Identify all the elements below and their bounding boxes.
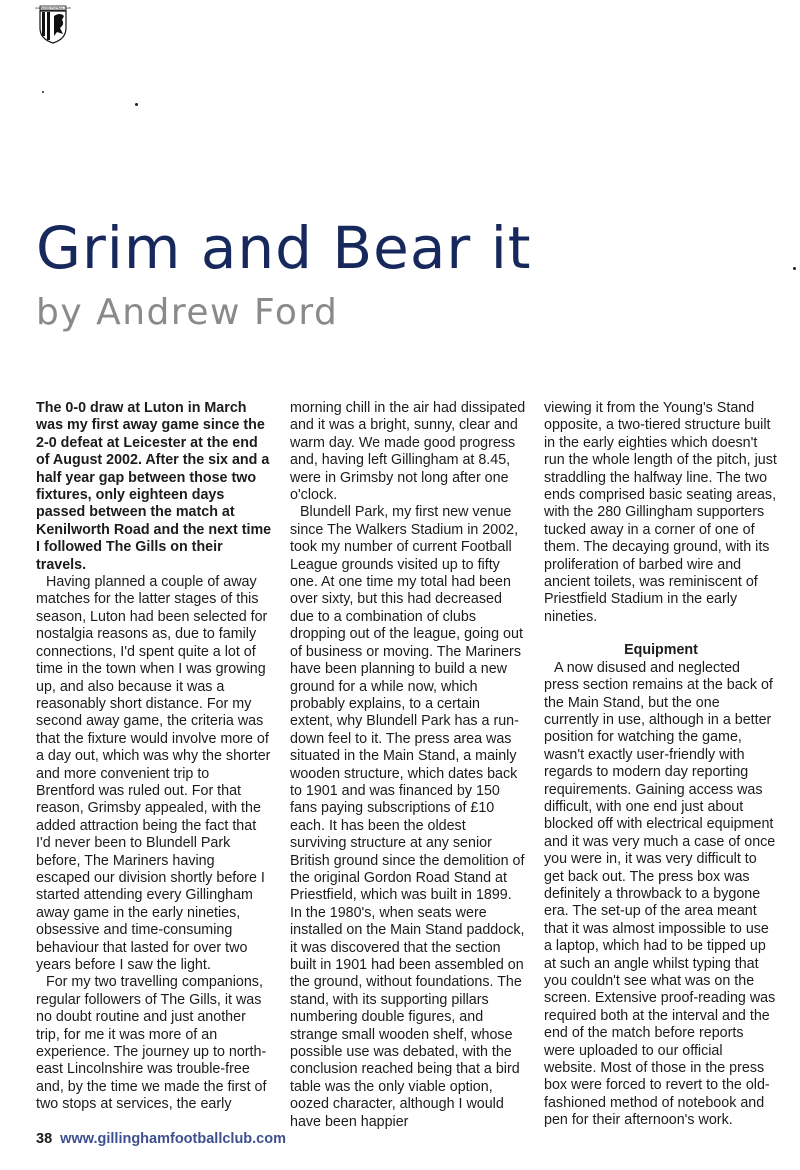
scan-speck <box>793 267 796 270</box>
article-byline: by Andrew Ford <box>36 292 339 333</box>
section-heading-equipment: Equipment <box>624 642 698 659</box>
article-paragraph: A now disused and neglected press section remains at the back of the Main Stand, but the one currently in use, although in a better position for watching the game, wasn't exactly user-friendly with regards to modern day reporting requirements. Gaining access was difficult, with one end just about blocked off with electrical equipment and it was very much a case of once you were in, it was very difficult to get back out. The press box was definitely a throwback to a bygone era. The set-up of the area meant that it was almost impossible to use a laptop, which had to be tipped up at such an angle whilst typing that you couldn't see what was on the screen. Extensive proof-reading was required both at the interval and the end of the match before reports were uploaded to our official website. Most of those in the press box were forced to revert to the old-fashioned method of notebook and pen for their afternoon's work. <box>544 659 776 1129</box>
article-paragraph: viewing it from the Young's Stand opposite, a two-tiered structure built in the early eighties which doesn't run the whole length of the pitch, just straddling the halfway line. The two ends comprised basic seating areas, with the 280 Gillingham supporters tucked away in a corner of one of them. The decaying ground, with its proliferation of barbed wire and ancient toilets, was reminiscent of Priestfield Stadium in the early nineties. <box>544 400 777 625</box>
article-title: Grim and Bear it <box>36 214 532 282</box>
article-paragraph: morning chill in the air had dissipated and it was a bright, sunny, clear and warm day. We made good progress and, having left Gillingham at 8.45, were in Grimsby not long after one o'clock. <box>290 400 526 504</box>
gillingham-fc-crest-icon <box>35 6 71 44</box>
club-website-link[interactable]: www.gillinghamfootballclub.com <box>60 1131 286 1147</box>
article-paragraph: Having planned a couple of away matches for the latter stages of this season, Luton had been selected for nostalgia reasons as, due to family connections, I'd spent quite a lot of time in the town when I was growing up, and also because it was a reasonably short distance. For my second away game, the criteria was that the fixture would involve more of a day out, which was why the shorter and more convenient trip to Brentford was ruled out. For that reason, Grimsby appealed, with the added attraction being the fact that I'd never been to Blundell Park before, The Mariners having escaped our division shortly before I started attending every Gillingham away game in the early nineties, obsessive and time-consuming behaviour that lasted for over two years before I saw the light. <box>36 574 271 973</box>
article-paragraph: Blundell Park, my first new venue since The Walkers Stadium in 2002, took my number of current Football League grounds visited up to fifty one. At one time my total had been over sixty, but this had decreased due to a combination of clubs dropping out of the league, going out of business or moving. The Mariners have been planning to build a new ground for a while now, which probably explains, to a certain extent, why Blundell Park has a run-down feel to it. The press area was situated in the Main Stand, a mainly wooden structure, which dates back to 1901 and was financed by 150 fans paying subscriptions of £10 each. It has been the oldest surviving structure at any senior British ground since the demolition of the original Gordon Road Stand at Priestfield, which was built in 1899. In the 1980's, when seats were installed on the Main Stand paddock, it was discovered that the section built in 1901 had been assembled on the ground, without foundations. The stand, with its supporting pillars numbering double figures, and strange small wooden shelf, whose possible use was debated, with the conclusion reached being that a bird table was the only viable option, oozed character, although I would have been happier <box>290 504 525 1130</box>
scan-speck <box>42 91 44 93</box>
page-number: 38 <box>36 1131 53 1147</box>
article-column-3 <box>544 400 778 1130</box>
scan-speck <box>135 103 138 106</box>
article-column-1 <box>36 400 272 1114</box>
page-footer <box>36 1131 286 1147</box>
crest-text: GILLINGHAM FOOTBALL CLUB <box>35 7 71 11</box>
article-paragraph: For my two travelling companions, regular followers of The Gills, it was no doubt routine and just another trip, for me it was more of an experience. The journey up to north-east Lincolnshire was trouble-free and, by the time we made the first of two stops at services, the early <box>36 974 267 1113</box>
article-lead-paragraph: The 0-0 draw at Luton in March was my first away game since the 2-0 defeat at Leicester at the end of August 2002. After the six and a half year gap between those two fixtures, only eighteen days passed between the match at Kenilworth Road and the next time I followed The Gills on their travels. <box>36 400 272 573</box>
article-column-2 <box>290 400 526 1131</box>
